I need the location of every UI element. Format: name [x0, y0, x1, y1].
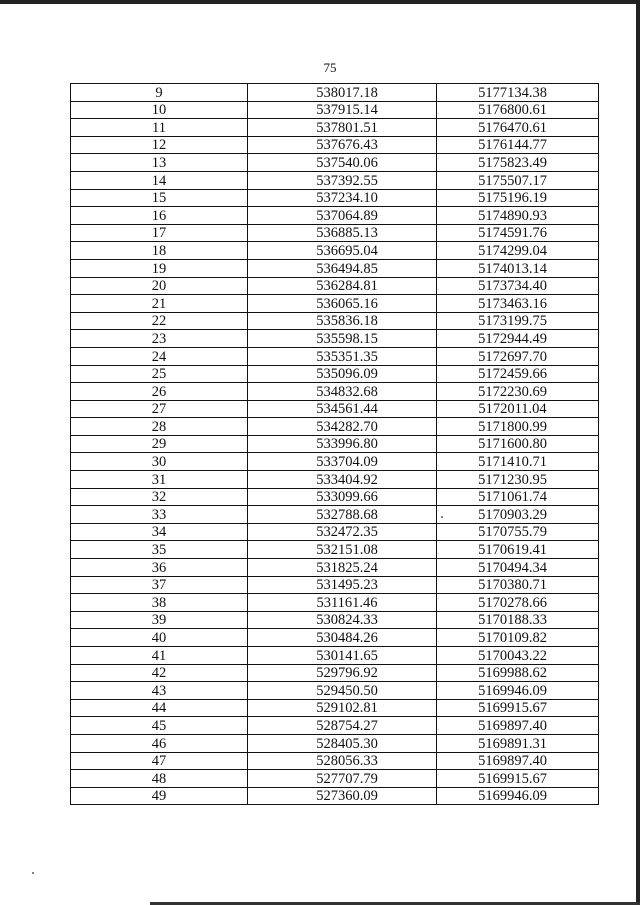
y-coordinate-cell: 5172230.69	[437, 383, 599, 401]
y-coordinate-cell: 5175196.19	[437, 189, 599, 207]
point-number-cell: 33	[71, 506, 248, 524]
table-row	[71, 418, 599, 436]
x-coordinate-cell: 537064.89	[248, 207, 437, 225]
table-row	[71, 435, 599, 453]
table-row	[71, 734, 599, 752]
x-coordinate-cell: 537801.51	[248, 119, 437, 137]
point-number-cell: 24	[71, 347, 248, 365]
table-row	[71, 629, 599, 647]
point-number-cell: 13	[71, 154, 248, 172]
y-coordinate-cell: 5175823.49	[437, 154, 599, 172]
table-row	[71, 488, 599, 506]
point-number-cell: 45	[71, 717, 248, 735]
table-row	[71, 330, 599, 348]
table-row	[71, 506, 599, 524]
table-row	[71, 453, 599, 471]
point-number-cell: 35	[71, 541, 248, 559]
table-row	[71, 119, 599, 137]
x-coordinate-cell: 533099.66	[248, 488, 437, 506]
x-coordinate-cell: 532788.68	[248, 506, 437, 524]
point-number-cell: 9	[71, 84, 248, 102]
x-coordinate-cell: 530141.65	[248, 647, 437, 665]
point-number-cell: 19	[71, 259, 248, 277]
y-coordinate-cell: 5169891.31	[437, 734, 599, 752]
point-number-cell: 30	[71, 453, 248, 471]
y-coordinate-cell: 5170380.71	[437, 576, 599, 594]
point-number-cell: 36	[71, 559, 248, 577]
point-number-cell: 17	[71, 224, 248, 242]
x-coordinate-cell: 535598.15	[248, 330, 437, 348]
scan-edge-right	[636, 0, 640, 905]
point-number-cell: 49	[71, 787, 248, 805]
coordinates-table	[70, 83, 599, 805]
table-row	[71, 559, 599, 577]
point-number-cell: 48	[71, 770, 248, 788]
point-number-cell: 15	[71, 189, 248, 207]
table-row	[71, 136, 599, 154]
x-coordinate-cell: 537676.43	[248, 136, 437, 154]
table-row	[71, 770, 599, 788]
y-coordinate-cell: 5172697.70	[437, 347, 599, 365]
x-coordinate-cell: 536284.81	[248, 277, 437, 295]
point-number-cell: 42	[71, 664, 248, 682]
x-coordinate-cell: 532472.35	[248, 523, 437, 541]
y-coordinate-cell: 5171230.95	[437, 471, 599, 489]
table-row	[71, 383, 599, 401]
y-coordinate-cell: 5170903.29	[437, 506, 599, 524]
point-number-cell: 47	[71, 752, 248, 770]
y-coordinate-cell: 5171600.80	[437, 435, 599, 453]
point-number-cell: 39	[71, 611, 248, 629]
x-coordinate-cell: 533996.80	[248, 435, 437, 453]
y-coordinate-cell: 5169897.40	[437, 752, 599, 770]
point-number-cell: 32	[71, 488, 248, 506]
point-number-cell: 16	[71, 207, 248, 225]
table-row	[71, 523, 599, 541]
x-coordinate-cell: 527707.79	[248, 770, 437, 788]
y-coordinate-cell: 5170109.82	[437, 629, 599, 647]
scan-speck	[32, 872, 34, 874]
table-row	[71, 259, 599, 277]
x-coordinate-cell: 536885.13	[248, 224, 437, 242]
table-row	[71, 171, 599, 189]
table-row	[71, 347, 599, 365]
x-coordinate-cell: 529102.81	[248, 699, 437, 717]
point-number-cell: 43	[71, 682, 248, 700]
table-row	[71, 682, 599, 700]
point-number-cell: 22	[71, 312, 248, 330]
table-row	[71, 699, 599, 717]
y-coordinate-cell: 5172459.66	[437, 365, 599, 383]
table-row	[71, 752, 599, 770]
page-number: 75	[323, 60, 337, 75]
table-row	[71, 224, 599, 242]
y-coordinate-cell: 5171061.74	[437, 488, 599, 506]
y-coordinate-cell: 5176144.77	[437, 136, 599, 154]
y-coordinate-cell: 5173199.75	[437, 312, 599, 330]
scan-speck	[441, 516, 443, 518]
table-row	[71, 787, 599, 805]
point-number-cell: 20	[71, 277, 248, 295]
table-row	[71, 471, 599, 489]
y-coordinate-cell: 5176470.61	[437, 119, 599, 137]
point-number-cell: 23	[71, 330, 248, 348]
coordinates-table-container	[70, 83, 575, 805]
scan-edge-top	[0, 0, 640, 4]
y-coordinate-cell: 5169897.40	[437, 717, 599, 735]
point-number-cell: 38	[71, 594, 248, 612]
y-coordinate-cell: 5169915.67	[437, 770, 599, 788]
x-coordinate-cell: 535351.35	[248, 347, 437, 365]
x-coordinate-cell: 537915.14	[248, 101, 437, 119]
point-number-cell: 41	[71, 647, 248, 665]
table-row	[71, 242, 599, 260]
x-coordinate-cell: 537234.10	[248, 189, 437, 207]
x-coordinate-cell: 531825.24	[248, 559, 437, 577]
point-number-cell: 31	[71, 471, 248, 489]
point-number-cell: 14	[71, 171, 248, 189]
point-number-cell: 46	[71, 734, 248, 752]
table-row	[71, 277, 599, 295]
table-row	[71, 664, 599, 682]
x-coordinate-cell: 530484.26	[248, 629, 437, 647]
x-coordinate-cell: 537540.06	[248, 154, 437, 172]
y-coordinate-cell: 5174890.93	[437, 207, 599, 225]
y-coordinate-cell: 5171800.99	[437, 418, 599, 436]
table-row	[71, 101, 599, 119]
point-number-cell: 40	[71, 629, 248, 647]
y-coordinate-cell: 5173463.16	[437, 295, 599, 313]
y-coordinate-cell: 5177134.38	[437, 84, 599, 102]
table-row	[71, 576, 599, 594]
point-number-cell: 27	[71, 400, 248, 418]
y-coordinate-cell: 5172011.04	[437, 400, 599, 418]
table-row	[71, 611, 599, 629]
x-coordinate-cell: 533404.92	[248, 471, 437, 489]
x-coordinate-cell: 528754.27	[248, 717, 437, 735]
x-coordinate-cell: 530824.33	[248, 611, 437, 629]
y-coordinate-cell: 5172944.49	[437, 330, 599, 348]
point-number-cell: 18	[71, 242, 248, 260]
y-coordinate-cell: 5170043.22	[437, 647, 599, 665]
table-row	[71, 594, 599, 612]
table-row	[71, 541, 599, 559]
x-coordinate-cell: 537392.55	[248, 171, 437, 189]
point-number-cell: 37	[71, 576, 248, 594]
y-coordinate-cell: 5169946.09	[437, 682, 599, 700]
y-coordinate-cell: 5174013.14	[437, 259, 599, 277]
point-number-cell: 28	[71, 418, 248, 436]
x-coordinate-cell: 531495.23	[248, 576, 437, 594]
y-coordinate-cell: 5176800.61	[437, 101, 599, 119]
x-coordinate-cell: 532151.08	[248, 541, 437, 559]
table-row	[71, 400, 599, 418]
table-row	[71, 207, 599, 225]
y-coordinate-cell: 5174591.76	[437, 224, 599, 242]
x-coordinate-cell: 531161.46	[248, 594, 437, 612]
x-coordinate-cell: 529450.50	[248, 682, 437, 700]
point-number-cell: 26	[71, 383, 248, 401]
y-coordinate-cell: 5170188.33	[437, 611, 599, 629]
point-number-cell: 10	[71, 101, 248, 119]
x-coordinate-cell: 528056.33	[248, 752, 437, 770]
point-number-cell: 11	[71, 119, 248, 137]
y-coordinate-cell: 5175507.17	[437, 171, 599, 189]
x-coordinate-cell: 535836.18	[248, 312, 437, 330]
y-coordinate-cell: 5170619.41	[437, 541, 599, 559]
y-coordinate-cell: 5174299.04	[437, 242, 599, 260]
table-row	[71, 84, 599, 102]
y-coordinate-cell: 5170278.66	[437, 594, 599, 612]
x-coordinate-cell: 533704.09	[248, 453, 437, 471]
point-number-cell: 34	[71, 523, 248, 541]
coordinates-table-body	[71, 84, 599, 805]
table-row	[71, 365, 599, 383]
y-coordinate-cell: 5171410.71	[437, 453, 599, 471]
y-coordinate-cell: 5170494.34	[437, 559, 599, 577]
point-number-cell: 25	[71, 365, 248, 383]
x-coordinate-cell: 534832.68	[248, 383, 437, 401]
x-coordinate-cell: 536695.04	[248, 242, 437, 260]
point-number-cell: 29	[71, 435, 248, 453]
y-coordinate-cell: 5169915.67	[437, 699, 599, 717]
x-coordinate-cell: 535096.09	[248, 365, 437, 383]
table-row	[71, 189, 599, 207]
x-coordinate-cell: 538017.18	[248, 84, 437, 102]
y-coordinate-cell: 5169988.62	[437, 664, 599, 682]
y-coordinate-cell: 5173734.40	[437, 277, 599, 295]
y-coordinate-cell: 5169946.09	[437, 787, 599, 805]
table-row	[71, 717, 599, 735]
table-row	[71, 295, 599, 313]
table-row	[71, 312, 599, 330]
x-coordinate-cell: 536494.85	[248, 259, 437, 277]
x-coordinate-cell: 527360.09	[248, 787, 437, 805]
x-coordinate-cell: 528405.30	[248, 734, 437, 752]
x-coordinate-cell: 536065.16	[248, 295, 437, 313]
x-coordinate-cell: 534561.44	[248, 400, 437, 418]
x-coordinate-cell: 534282.70	[248, 418, 437, 436]
table-row	[71, 154, 599, 172]
point-number-cell: 44	[71, 699, 248, 717]
point-number-cell: 12	[71, 136, 248, 154]
point-number-cell: 21	[71, 295, 248, 313]
y-coordinate-cell: 5170755.79	[437, 523, 599, 541]
x-coordinate-cell: 529796.92	[248, 664, 437, 682]
table-row	[71, 647, 599, 665]
